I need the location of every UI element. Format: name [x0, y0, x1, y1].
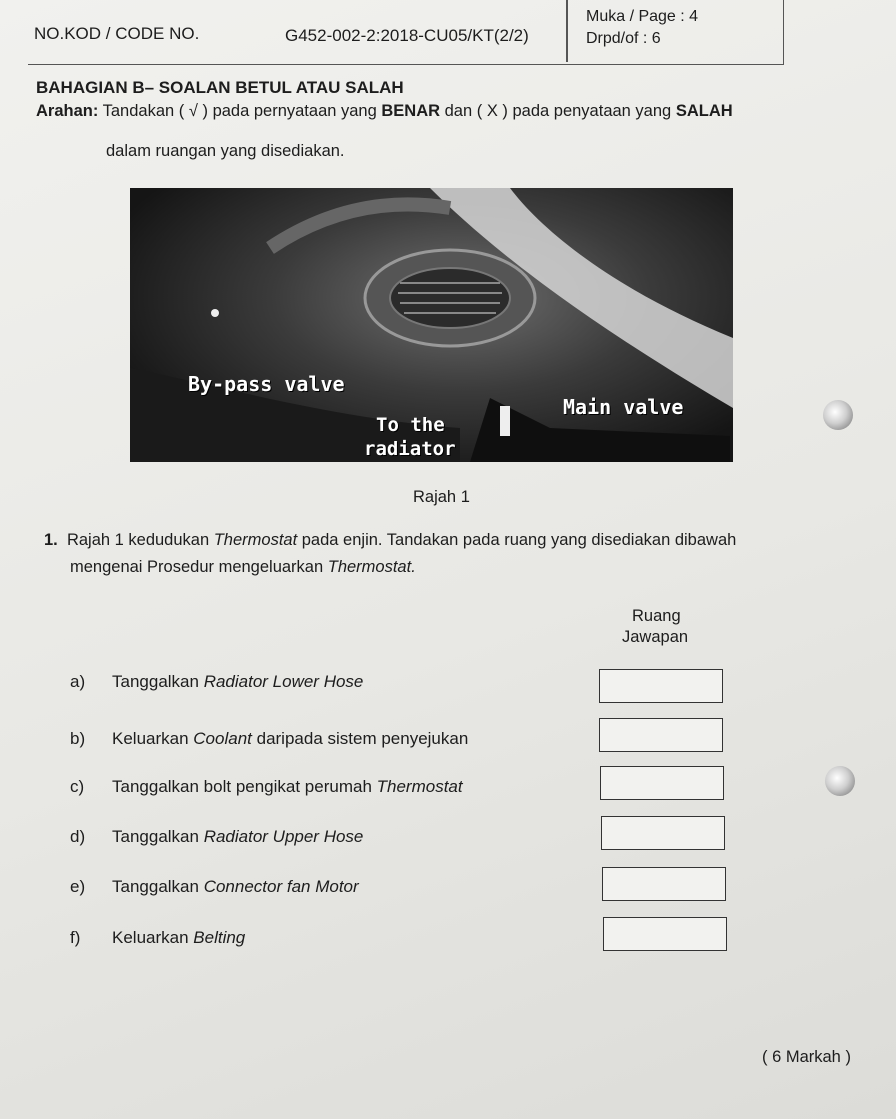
code-label: NO.KOD / CODE NO. [34, 24, 200, 43]
answer-header-jawapan: Jawapan [622, 628, 689, 646]
question-number: 1. [44, 531, 58, 549]
thermostat-photo [130, 188, 733, 462]
page-label: Muka / Page : 4 [586, 8, 699, 25]
binder-hole-bottom [825, 766, 855, 796]
instruction-label: Arahan: [36, 102, 99, 120]
label-to-the: To the [376, 414, 445, 436]
item-e [70, 877, 359, 897]
item-term: Connector fan Motor [203, 877, 359, 896]
item-term: Thermostat [376, 777, 463, 796]
marks-total: ( 6 Markah ) [762, 1048, 851, 1066]
item-term: Belting [193, 928, 246, 947]
instruction-text-1: Tandakan ( √ ) pada pernyataan yang [98, 102, 382, 120]
item-rest: daripada sistem penyejukan [251, 729, 469, 748]
question-line-2 [70, 558, 416, 577]
instruction-salah: SALAH [675, 102, 733, 120]
answer-box-c[interactable] [600, 766, 724, 800]
question-line-1 [44, 531, 736, 550]
instruction-line-1 [36, 102, 733, 121]
label-main-valve: Main valve [563, 395, 684, 419]
page-of-label: Drpd/of : 6 [586, 30, 661, 47]
section-title: BAHAGIAN B– SOALAN BETUL ATAU SALAH [36, 78, 404, 97]
question-text-1em: Thermostat [213, 531, 298, 549]
item-text: Keluarkan [112, 928, 194, 947]
question-text-2em: Thermostat. [327, 558, 416, 576]
item-b [70, 729, 468, 749]
item-term: Coolant [193, 729, 252, 748]
item-f [70, 928, 245, 948]
question-text-1b: pada enjin. Tandakan pada ruang yang disediakan dibawah [297, 531, 737, 549]
item-letter: a) [70, 672, 86, 691]
item-letter: b) [70, 729, 86, 748]
instruction-benar: BENAR [381, 102, 441, 120]
item-a [70, 672, 363, 692]
code-number: G452-002-2:2018-CU05/KT(2/2) [285, 26, 529, 45]
item-text: Tanggalkan bolt pengikat perumah [112, 777, 377, 796]
label-radiator: radiator [364, 438, 456, 460]
answer-box-a[interactable] [599, 669, 723, 703]
item-text: Tanggalkan [112, 827, 204, 846]
item-letter: f) [70, 928, 81, 947]
instruction-text-2: dan ( X ) pada penyataan yang [440, 102, 676, 120]
item-letter: c) [70, 777, 85, 796]
item-text: Keluarkan [112, 729, 194, 748]
question-text-2a: mengenai Prosedur mengeluarkan [70, 558, 328, 576]
question-text-1a: Rajah 1 kedudukan [66, 531, 214, 549]
label-bypass-valve: By-pass valve [188, 372, 345, 396]
item-term: Radiator Upper Hose [203, 827, 364, 846]
answer-header-ruang: Ruang [632, 607, 681, 625]
header-divider [566, 0, 568, 62]
instruction-line-2: dalam ruangan yang disediakan. [106, 142, 345, 160]
answer-box-e[interactable] [602, 867, 726, 901]
binder-hole-top [823, 400, 853, 430]
answer-box-b[interactable] [599, 718, 723, 752]
item-d [70, 827, 363, 847]
item-term: Radiator Lower Hose [203, 672, 364, 691]
item-text: Tanggalkan [112, 877, 204, 896]
item-letter: e) [70, 877, 86, 896]
item-c [70, 777, 463, 797]
answer-box-f[interactable] [603, 917, 727, 951]
answer-box-d[interactable] [601, 816, 725, 850]
item-letter: d) [70, 827, 86, 846]
item-text: Tanggalkan [112, 672, 204, 691]
figure-caption: Rajah 1 [413, 488, 470, 506]
